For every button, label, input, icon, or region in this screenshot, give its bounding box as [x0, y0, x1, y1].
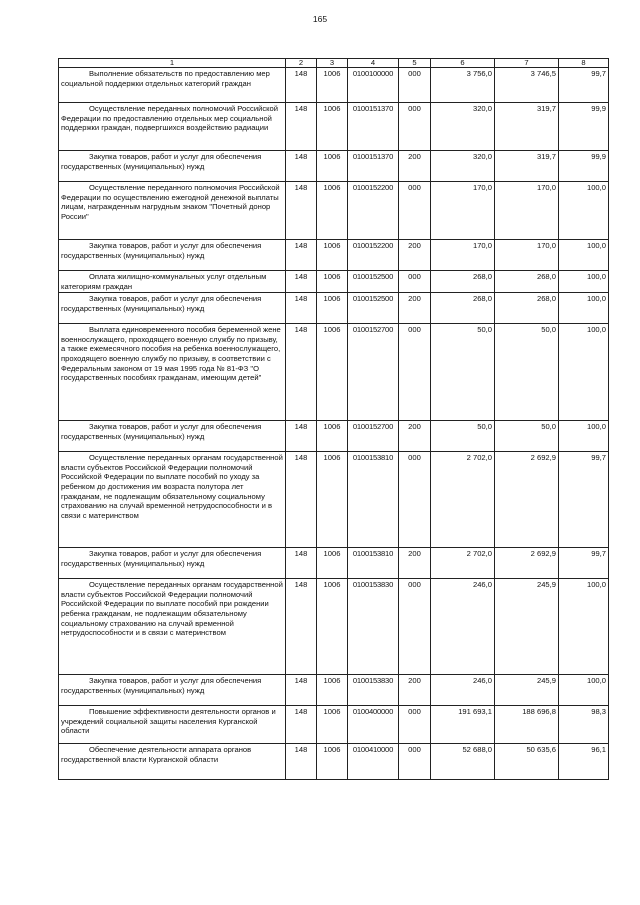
table-header-row: [59, 59, 609, 68]
row-expense-type-cell: 000: [399, 579, 431, 675]
row-percent-cell: 98,3: [559, 706, 609, 744]
row-ved-cell: 148: [286, 103, 317, 151]
header-cell: 3: [317, 59, 348, 68]
table-row: [59, 68, 609, 103]
row-percent-cell: 100,0: [559, 421, 609, 452]
row-percent-cell: 99,7: [559, 548, 609, 579]
row-actual-cell: 245,9: [495, 675, 559, 706]
row-actual-cell: 319,7: [495, 103, 559, 151]
row-ved-cell: 148: [286, 182, 317, 240]
row-actual-cell: 319,7: [495, 151, 559, 182]
row-name-cell: Закупка товаров, работ и услуг для обеспечения государственных (муниципальных) нужд: [59, 240, 286, 271]
row-target-code-cell: 0100152200: [348, 240, 399, 271]
row-expense-type-cell: 000: [399, 324, 431, 421]
row-plan-cell: 246,0: [431, 675, 495, 706]
row-plan-cell: 52 688,0: [431, 744, 495, 780]
row-percent-cell: 100,0: [559, 182, 609, 240]
row-section-cell: 1006: [317, 324, 348, 421]
row-ved-cell: 148: [286, 675, 317, 706]
row-name-cell: Выполнение обязательств по предоставлению мер социальной поддержки отдельных категорий граждан: [59, 68, 286, 103]
row-expense-type-cell: 000: [399, 452, 431, 548]
row-expense-type-cell: 200: [399, 240, 431, 271]
row-plan-cell: 320,0: [431, 151, 495, 182]
row-name-cell: Закупка товаров, работ и услуг для обеспечения государственных (муниципальных) нужд: [59, 548, 286, 579]
row-percent-cell: 100,0: [559, 579, 609, 675]
table-row: [59, 421, 609, 452]
table-row: [59, 452, 609, 548]
row-section-cell: 1006: [317, 68, 348, 103]
header-cell: 1: [59, 59, 286, 68]
row-ved-cell: 148: [286, 421, 317, 452]
row-percent-cell: 99,9: [559, 103, 609, 151]
row-target-code-cell: 0100152700: [348, 421, 399, 452]
row-name-cell: Закупка товаров, работ и услуг для обеспечения государственных (муниципальных) нужд: [59, 675, 286, 706]
row-expense-type-cell: 000: [399, 271, 431, 293]
row-ved-cell: 148: [286, 68, 317, 103]
table-row: [59, 240, 609, 271]
row-name-cell: Оплата жилищно-коммунальных услуг отдельным категориям граждан: [59, 271, 286, 293]
row-plan-cell: 246,0: [431, 579, 495, 675]
row-name-cell: Выплата единовременного пособия беременной жене военнослужащего, проходящего военную службу по призыву, а также ежемесячного пособия на ребенка военнослужащего, проходящего военную службу по призыву, в соответствии с Федеральным законом от 19 мая 1995 года № 81-ФЗ "О государственных пособиях гражданам, имеющим детей": [59, 324, 286, 421]
row-target-code-cell: 0100153810: [348, 452, 399, 548]
row-expense-type-cell: 200: [399, 293, 431, 324]
row-plan-cell: 50,0: [431, 421, 495, 452]
header-cell: 8: [559, 59, 609, 68]
budget-table: [58, 58, 609, 780]
row-target-code-cell: 0100151370: [348, 151, 399, 182]
row-expense-type-cell: 000: [399, 68, 431, 103]
row-section-cell: 1006: [317, 421, 348, 452]
row-section-cell: 1006: [317, 293, 348, 324]
row-plan-cell: 3 756,0: [431, 68, 495, 103]
row-expense-type-cell: 000: [399, 706, 431, 744]
row-name-cell: Закупка товаров, работ и услуг для обеспечения государственных (муниципальных) нужд: [59, 151, 286, 182]
header-cell: 4: [348, 59, 399, 68]
row-ved-cell: 148: [286, 151, 317, 182]
table-row: [59, 548, 609, 579]
row-ved-cell: 148: [286, 271, 317, 293]
row-target-code-cell: 0100152500: [348, 271, 399, 293]
row-plan-cell: 2 702,0: [431, 452, 495, 548]
table-row: [59, 103, 609, 151]
header-cell: 6: [431, 59, 495, 68]
table-row: [59, 675, 609, 706]
row-expense-type-cell: 000: [399, 744, 431, 780]
row-ved-cell: 148: [286, 706, 317, 744]
table-row: [59, 271, 609, 293]
row-plan-cell: 191 693,1: [431, 706, 495, 744]
row-percent-cell: 99,7: [559, 452, 609, 548]
row-actual-cell: 50,0: [495, 421, 559, 452]
row-percent-cell: 100,0: [559, 324, 609, 421]
row-percent-cell: 100,0: [559, 271, 609, 293]
row-percent-cell: 100,0: [559, 293, 609, 324]
row-name-cell: Закупка товаров, работ и услуг для обеспечения государственных (муниципальных) нужд: [59, 421, 286, 452]
row-actual-cell: 2 692,9: [495, 548, 559, 579]
row-percent-cell: 99,7: [559, 68, 609, 103]
row-expense-type-cell: 200: [399, 151, 431, 182]
table-row: [59, 324, 609, 421]
row-section-cell: 1006: [317, 579, 348, 675]
row-target-code-cell: 0100100000: [348, 68, 399, 103]
row-target-code-cell: 0100151370: [348, 103, 399, 151]
page-number: 165: [312, 14, 328, 24]
row-section-cell: 1006: [317, 744, 348, 780]
row-name-cell: Осуществление переданного полномочия Российской Федерации по осуществлению ежегодной денежной выплаты лицам, награжденным нагрудным знаком "Почетный донор России": [59, 182, 286, 240]
row-target-code-cell: 0100410000: [348, 744, 399, 780]
row-actual-cell: 3 746,5: [495, 68, 559, 103]
row-plan-cell: 170,0: [431, 182, 495, 240]
row-ved-cell: 148: [286, 324, 317, 421]
row-name-cell: Осуществление переданных органам государственной власти субъектов Российской Федерации полномочий Российской Федерации по выплате пособий при рождении ребенка гражданам, не подлежащим обязательному социальному страхованию на случай временной нетрудоспособности и в связи с материнством: [59, 579, 286, 675]
row-section-cell: 1006: [317, 240, 348, 271]
row-section-cell: 1006: [317, 452, 348, 548]
header-cell: 2: [286, 59, 317, 68]
row-ved-cell: 148: [286, 240, 317, 271]
row-percent-cell: 100,0: [559, 240, 609, 271]
row-actual-cell: 268,0: [495, 271, 559, 293]
row-percent-cell: 96,1: [559, 744, 609, 780]
row-expense-type-cell: 200: [399, 421, 431, 452]
row-section-cell: 1006: [317, 151, 348, 182]
table-row: [59, 706, 609, 744]
row-section-cell: 1006: [317, 706, 348, 744]
row-actual-cell: 170,0: [495, 182, 559, 240]
row-actual-cell: 170,0: [495, 240, 559, 271]
row-target-code-cell: 0100153830: [348, 675, 399, 706]
row-actual-cell: 50,0: [495, 324, 559, 421]
row-expense-type-cell: 200: [399, 548, 431, 579]
row-section-cell: 1006: [317, 548, 348, 579]
row-ved-cell: 148: [286, 293, 317, 324]
row-expense-type-cell: 000: [399, 103, 431, 151]
table-row: [59, 293, 609, 324]
row-section-cell: 1006: [317, 675, 348, 706]
row-ved-cell: 148: [286, 452, 317, 548]
row-ved-cell: 148: [286, 744, 317, 780]
row-name-cell: Осуществление переданных органам государственной власти субъектов Российской Федерации полномочий Российской Федерации по выплате пособий по уходу за ребенком до достижения им возраста полутора лет гражданам, не подлежащим обязательному социальному страхованию на случай временной нетрудоспособности и в связи с материнством: [59, 452, 286, 548]
row-ved-cell: 148: [286, 579, 317, 675]
row-percent-cell: 100,0: [559, 675, 609, 706]
table-row: [59, 744, 609, 780]
row-section-cell: 1006: [317, 182, 348, 240]
row-target-code-cell: 0100153810: [348, 548, 399, 579]
table-row: [59, 579, 609, 675]
row-actual-cell: 268,0: [495, 293, 559, 324]
row-ved-cell: 148: [286, 548, 317, 579]
row-plan-cell: 170,0: [431, 240, 495, 271]
row-plan-cell: 268,0: [431, 271, 495, 293]
row-plan-cell: 50,0: [431, 324, 495, 421]
row-expense-type-cell: 200: [399, 675, 431, 706]
row-name-cell: Закупка товаров, работ и услуг для обеспечения государственных (муниципальных) нужд: [59, 293, 286, 324]
row-actual-cell: 50 635,6: [495, 744, 559, 780]
row-section-cell: 1006: [317, 271, 348, 293]
row-target-code-cell: 0100153830: [348, 579, 399, 675]
table-row: [59, 151, 609, 182]
row-target-code-cell: 0100152200: [348, 182, 399, 240]
table-row: [59, 182, 609, 240]
row-actual-cell: 2 692,9: [495, 452, 559, 548]
row-plan-cell: 320,0: [431, 103, 495, 151]
row-plan-cell: 2 702,0: [431, 548, 495, 579]
row-target-code-cell: 0100400000: [348, 706, 399, 744]
row-actual-cell: 245,9: [495, 579, 559, 675]
header-cell: 7: [495, 59, 559, 68]
row-target-code-cell: 0100152700: [348, 324, 399, 421]
row-name-cell: Повышение эффективности деятельности органов и учреждений социальной защиты населения Курганской области: [59, 706, 286, 744]
row-actual-cell: 188 696,8: [495, 706, 559, 744]
row-name-cell: Обеспечение деятельности аппарата органов государственной власти Курганской области: [59, 744, 286, 780]
row-target-code-cell: 0100152500: [348, 293, 399, 324]
row-percent-cell: 99,9: [559, 151, 609, 182]
row-section-cell: 1006: [317, 103, 348, 151]
row-expense-type-cell: 000: [399, 182, 431, 240]
row-plan-cell: 268,0: [431, 293, 495, 324]
header-cell: 5: [399, 59, 431, 68]
row-name-cell: Осуществление переданных полномочий Российской Федерации по предоставлению отдельных мер социальной поддержки граждан, подвергшихся воздействию радиации: [59, 103, 286, 151]
